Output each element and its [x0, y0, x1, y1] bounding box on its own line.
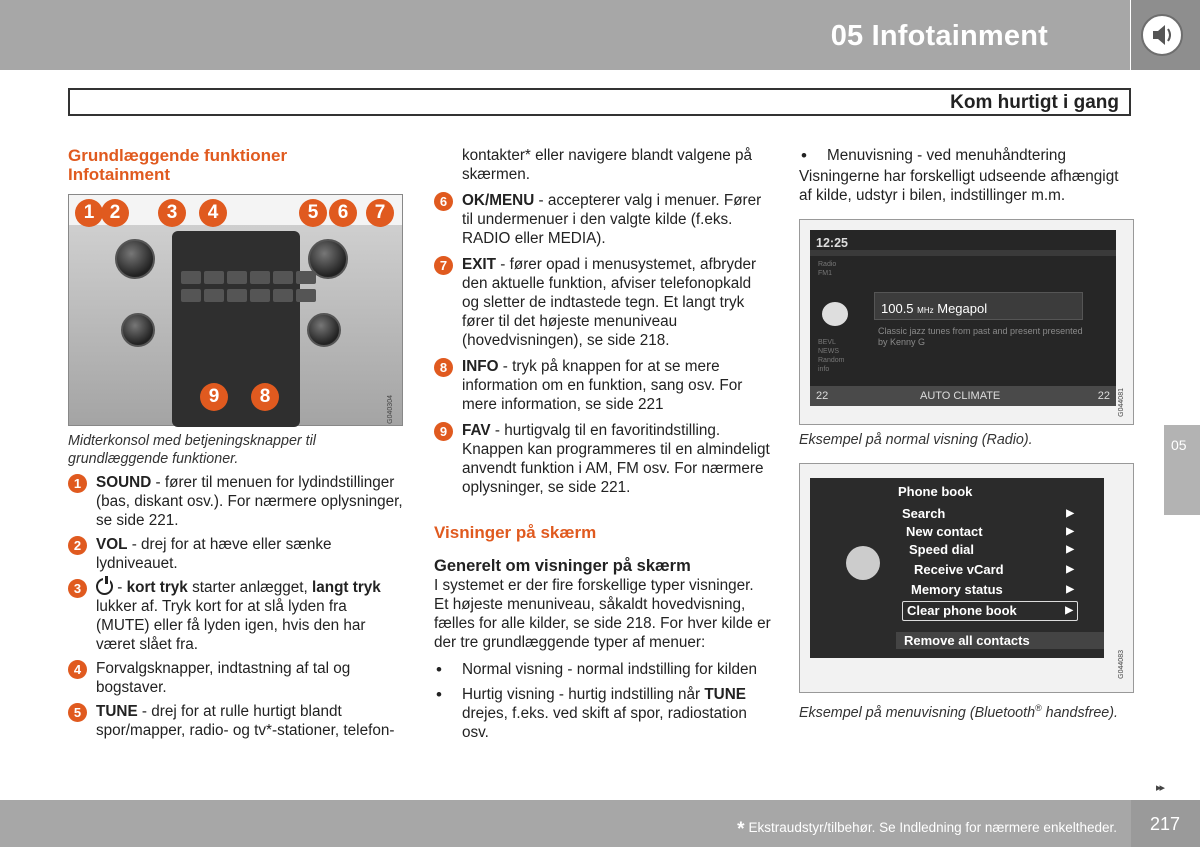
speaker-icon [1141, 14, 1183, 56]
phonebook-display [810, 478, 1104, 658]
menu-item-label: Remove all contacts [904, 633, 1030, 648]
page-number: 217 [1150, 814, 1181, 834]
callout-badge: 7 [366, 199, 394, 227]
heading-line-1: Grundlæggende funktioner [68, 146, 288, 165]
arrow-right-icon: ▶ [1065, 605, 1073, 616]
console-button-row [181, 289, 402, 303]
item-number-badge: 4 [68, 660, 87, 679]
menu-item-label: New contact [906, 524, 983, 539]
climate-label: AUTO CLIMATE [920, 390, 1001, 402]
arrow-right-icon: ▶ [1066, 544, 1074, 555]
item-keyword: SOUND [96, 474, 152, 491]
menu-item-label: Speed dial [909, 542, 975, 557]
climate-bar [810, 386, 1116, 406]
arrow-right-icon: ▶ [1066, 584, 1074, 595]
menu-item [902, 505, 1078, 522]
side-label: Random [818, 357, 845, 364]
callout-badge: 2 [101, 199, 129, 227]
section-heading [68, 146, 403, 184]
item-text: starter anlægget, [187, 579, 312, 596]
image-caption [799, 699, 1134, 722]
bullet-item [799, 146, 1134, 165]
station-unit: MHz [917, 306, 934, 315]
radio-display [810, 230, 1116, 406]
list-item [434, 191, 772, 248]
phone-icon [846, 546, 880, 580]
side-label: BEVL [818, 339, 836, 346]
item-text: - drej for at hæve eller sænke lydniveauet. [96, 536, 332, 572]
menu-item-label: Search [902, 506, 946, 521]
station-name: Megapol [937, 301, 988, 316]
temp-right: 22 [1097, 390, 1110, 402]
side-label: NEWS [818, 348, 839, 355]
item-text: - tryk på knappen for at se mere information om en funktion, sang osv. For mere information, se side 221 [462, 358, 743, 413]
bullet-item [434, 685, 772, 742]
callout-badge: 8 [251, 383, 279, 411]
callout-badge: 5 [299, 199, 327, 227]
menu-item [911, 581, 1078, 598]
caption-text: Eksempel på menuvisning (Bluetooth [799, 704, 1036, 721]
phone-screen-image [799, 463, 1134, 693]
list-item [68, 535, 403, 573]
climate-knob-right [307, 313, 341, 347]
section-bar [68, 88, 1131, 116]
clock: 12:25 [816, 236, 848, 250]
station-field [874, 292, 1083, 320]
item-number-badge: 7 [434, 256, 453, 275]
side-label: Radio [818, 261, 837, 268]
item-keyword: kort tryk [126, 579, 188, 596]
list-item [434, 421, 772, 497]
list-item [434, 255, 772, 350]
item-text: Forvalgsknapper, indtastning af tal og bogstaver. [96, 660, 351, 696]
menu-item-selected [902, 601, 1078, 621]
item-text: - hurtigvalg til en favoritindstilling. Knappen kan programmeres til en almindeligt anvendt funktion i AM, FM osv. For nærmere oplysninger, se side 221. [462, 422, 770, 496]
bullet-text: Hurtig visning - hurtig indstilling når [462, 686, 705, 703]
registered-mark: ® [1035, 703, 1042, 713]
item-text: - drej for at rulle hurtigt blandt spor/mapper, radio- og tv*-stationer, telefon- [96, 703, 395, 739]
paragraph: Visningerne har forskelligt udseende afhængigt af kilde, udstyr i bilen, indstillinger m.m. [799, 168, 1119, 204]
radio-icon [822, 302, 848, 326]
radio-screen-image [799, 219, 1134, 425]
arrow-right-icon: ▶ [1066, 508, 1074, 519]
item-number-badge: 8 [434, 358, 453, 377]
menu-item [906, 523, 1078, 540]
section-title: Kom hurtigt i gang [950, 92, 1119, 113]
image-code: G044083 [1118, 650, 1125, 679]
climate-knob-left [121, 313, 155, 347]
section-heading: Visninger på skærm [434, 523, 597, 542]
item-text: lukker af. Tryk kort for at slå lyden fra (MUTE) eller få lyden igen, hvis den har været slået fra. [96, 598, 366, 653]
top-strip [810, 250, 1116, 256]
item-text: - fører opad i menusystemet, afbryder den aktuelle funktion, afviser telefonopkald og sletter de indtastede tegn. Et langt tryk fører til det højeste menuniveau (hovedvisningen), se side 218. [462, 256, 757, 349]
item-number-badge: 3 [68, 579, 87, 598]
paragraph: I systemet er der fire forskellige typer visninger. Et højeste menuniveau, såkaldt hovedvisning, fælles for alle kilder, se side 218. For hver kilde er der tre grundlæggende typer af menuer: [434, 577, 771, 651]
item-number-badge: 2 [68, 536, 87, 555]
footnote [737, 819, 1117, 841]
image-code: G040304 [387, 395, 394, 424]
side-label: info [818, 366, 830, 373]
subheading: Generelt om visninger på skærm [434, 557, 691, 575]
item-keyword: INFO [462, 358, 499, 375]
arrow-right-icon: ▶ [1066, 564, 1074, 575]
menu-item [896, 632, 1104, 649]
menu-item-label: Receive vCard [914, 562, 1004, 577]
item-keyword: VOL [96, 536, 128, 553]
list-item [68, 659, 403, 697]
bullet-text: Normal visning - normal indstilling for kilden [462, 661, 758, 678]
footer-bar [0, 800, 1131, 847]
list-item [68, 578, 403, 654]
bullet-text: drejes, f.eks. ved skift af spor, radiostation osv. [462, 705, 747, 741]
speaker-icon-box [1131, 0, 1200, 70]
item-number-badge: 9 [434, 422, 453, 441]
callout-badge: 9 [200, 383, 228, 411]
center-console-image [68, 194, 403, 426]
item-number-badge: 5 [68, 703, 87, 722]
phonebook-title: Phone book [898, 484, 973, 499]
bullet-text: Menuvisning - ved menuhåndtering [827, 147, 1066, 164]
menu-item-label: Clear phone book [907, 603, 1017, 618]
vol-knob [115, 239, 155, 279]
list-item [68, 702, 403, 740]
item-keyword: EXIT [462, 256, 496, 273]
chapter-tab-label: 05 [1171, 437, 1187, 453]
station-description: Classic jazz tunes from past and present presented by Kenny G [878, 326, 1083, 347]
bullet-item [434, 660, 772, 679]
menu-item-label: Memory status [911, 582, 1003, 597]
menu-item [914, 561, 1078, 578]
station-frequency: 100.5 [881, 301, 914, 316]
console-panel [172, 231, 300, 427]
next-page-arrow-icon[interactable]: ▸▸ [1156, 782, 1164, 794]
item-text: - fører til menuen for lydindstillinger (bas, diskant osv.). For nærmere oplysninger, se side 221. [96, 474, 403, 529]
list-item [68, 473, 403, 530]
column-2 [434, 146, 772, 742]
item-text: - accepterer valg i menuer. Fører til undermenuer i den valgte kilde (f.eks. RADIO eller MEDIA). [462, 192, 762, 247]
item-keyword: OK/MENU [462, 192, 535, 209]
chapter-tab[interactable] [1164, 425, 1200, 515]
continued-text: kontakter* eller navigere blandt valgene på skærmen. [462, 147, 752, 183]
side-label: FM1 [818, 270, 832, 277]
item-text: - [113, 579, 127, 596]
console-button-row [181, 271, 402, 285]
column-3 [799, 146, 1134, 722]
heading-line-2: Infotainment [68, 165, 170, 184]
header-bar [0, 0, 1130, 70]
image-code: G044081 [1118, 388, 1125, 417]
menu-item [909, 541, 1078, 558]
callout-badge: 4 [199, 199, 227, 227]
item-keyword: TUNE [96, 703, 138, 720]
chapter-title: 05 Infotainment [830, 20, 1048, 52]
caption-text: handsfree). [1041, 704, 1118, 721]
callout-badge: 1 [75, 199, 103, 227]
callout-badge: 3 [158, 199, 186, 227]
power-icon [96, 578, 113, 595]
page-number-box [1131, 800, 1200, 847]
footnote-star: * [737, 819, 745, 840]
item-keyword: langt tryk [311, 579, 381, 596]
image-caption: Eksempel på normal visning (Radio). [799, 432, 1033, 448]
callout-badge: 6 [329, 199, 357, 227]
list-item [434, 357, 772, 414]
column-1 [68, 146, 403, 740]
footnote-text: Ekstraudstyr/tilbehør. Se Indledning for nærmere enkeltheder. [748, 820, 1117, 835]
item-number-badge: 1 [68, 474, 87, 493]
arrow-right-icon: ▶ [1066, 526, 1074, 537]
temp-left: 22 [816, 390, 829, 402]
bullet-keyword: TUNE [704, 686, 746, 703]
image-caption: Midterkonsol med betjeningsknapper til grundlæggende funktioner. [68, 433, 316, 467]
console-photo [69, 225, 402, 425]
item-keyword: FAV [462, 422, 491, 439]
item-number-badge: 6 [434, 192, 453, 211]
